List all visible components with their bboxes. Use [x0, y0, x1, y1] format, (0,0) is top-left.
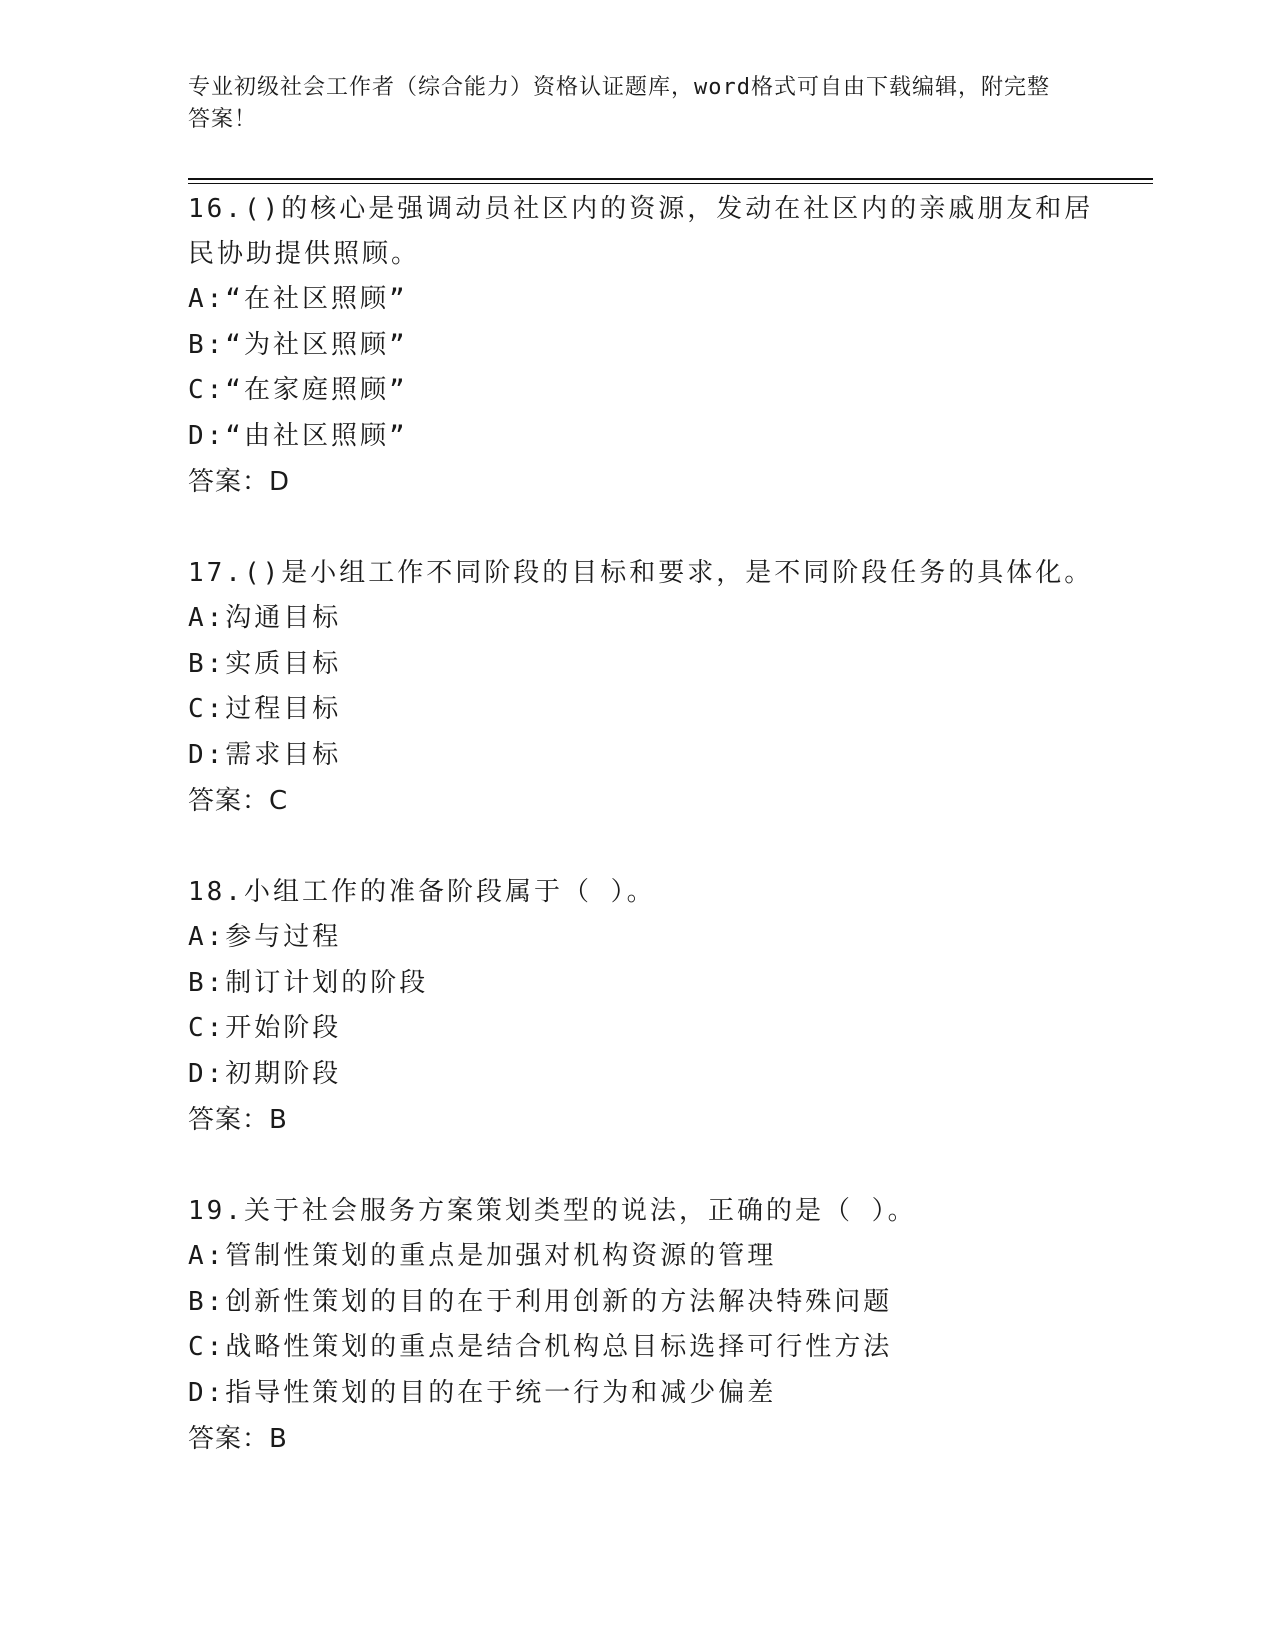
option-c: C:开始阶段 — [188, 1013, 342, 1043]
option-a: A:参与过程 — [188, 922, 342, 952]
question-17 — [188, 551, 1108, 824]
option-b: B:创新性策划的目的在于利用创新的方法解决特殊问题 — [188, 1286, 893, 1317]
option-b: B:制订计划的阶段 — [188, 967, 429, 998]
option-d: D:指导性策划的目的在于统一行为和减少偏差 — [188, 1377, 777, 1408]
option-b: B:“为社区照顾” — [188, 329, 408, 360]
answer: 答案：C — [188, 786, 289, 816]
option-d: D:需求目标 — [188, 739, 342, 770]
question-text: 17.()是小组工作不同阶段的目标和要求，是不同阶段任务的具体化。 — [188, 558, 1094, 588]
question-list — [188, 187, 1108, 1508]
option-d: D:初期阶段 — [188, 1058, 342, 1089]
option-d: D:“由社区照顾” — [188, 420, 408, 451]
question-text: 16.()的核心是强调动员社区内的资源，发动在社区内的亲戚朋友和居民协助提供照顾。 — [188, 194, 1094, 269]
question-text: 19.关于社会服务方案策划类型的说法，正确的是（ ）。 — [188, 1196, 917, 1226]
header-rule-thin — [188, 183, 1153, 184]
option-b: B:实质目标 — [188, 648, 342, 679]
question-18 — [188, 870, 1108, 1143]
question-19 — [188, 1189, 1108, 1462]
document-header: 专业初级社会工作者（综合能力）资格认证题库，word格式可自由下载编辑，附完整答案！ — [188, 75, 1050, 132]
option-c: C:战略性策划的重点是结合机构总目标选择可行性方法 — [188, 1332, 893, 1362]
answer: 答案：B — [188, 1105, 288, 1135]
option-c: C:“在家庭照顾” — [188, 375, 408, 405]
option-c: C:过程目标 — [188, 694, 342, 724]
option-a: A:沟通目标 — [188, 603, 342, 633]
option-a: A:“在社区照顾” — [188, 284, 408, 314]
question-16 — [188, 187, 1108, 505]
answer: 答案：D — [188, 467, 291, 497]
header-rule-thick — [188, 178, 1153, 180]
option-a: A:管制性策划的重点是加强对机构资源的管理 — [188, 1241, 777, 1271]
question-text: 18.小组工作的准备阶段属于（ ）。 — [188, 877, 656, 907]
answer: 答案：B — [188, 1424, 288, 1454]
